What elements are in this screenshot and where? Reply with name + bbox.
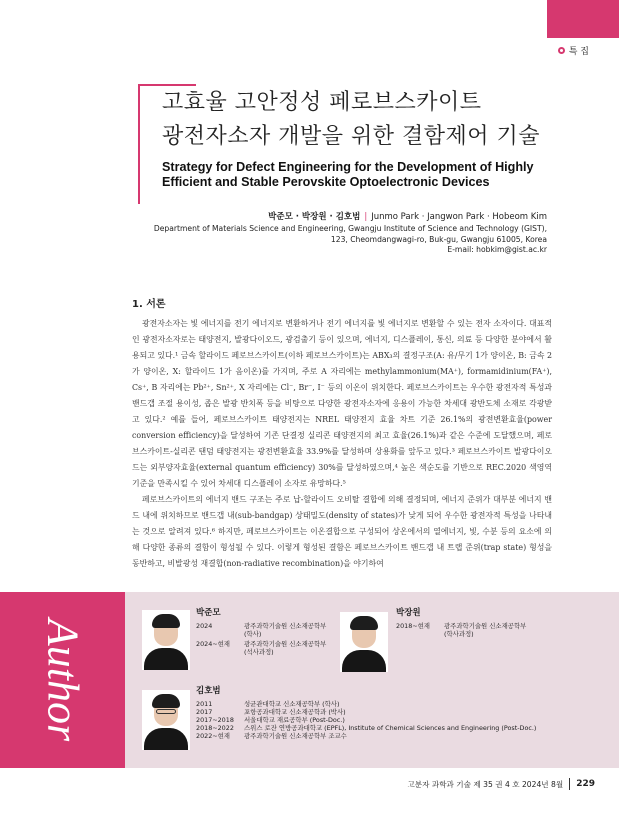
english-title-line: Strategy for Defect Engineering for the Development of Highly: [162, 160, 534, 174]
section-tag-label: 특 집: [568, 47, 589, 57]
footer-divider: [569, 778, 570, 790]
author-byline: [268, 210, 547, 222]
entry-year: 2018~현재: [396, 622, 430, 630]
bullet-ring-icon: [558, 47, 565, 54]
entry-desc: 성균관대학교 신소재공학부 (학사): [244, 700, 340, 708]
paragraph: 페로브스카이트의 에너지 밴드 구조는 주로 납-할라이드 오비탈 결합에 의해 결정되며, 에너지 준위가 대부분 에너지 밴드 내에 위치하므로 밴드갭 내(sub-bandgap) 상태밀도(density of states)가 낮게 되어 우수한 광전자적 특성을 나타내는 것으로 알려져 있다.⁶ 하지만, 페로브스카이트는 이온결합으로 구성되어 상온에서의 열에너지, 빛, 수분 등의 요소에 의해 다양한 종류의 결함이 형성될 수 있다. 이렇게 형성된 결함은 페로브스카이트 밴드갭 내 트랩 준위(trap state) 형성을 동반하고, 비발광성 재결합(non-radiative recombination)을 야기하여: [132, 495, 552, 568]
journal-info: 고분자 과학과 기술 제 35 권 4 호 2024년 8월: [407, 779, 564, 789]
entry-desc: (학사): [244, 630, 262, 638]
page-footer: [407, 778, 595, 790]
author-entry: [196, 640, 326, 656]
entry-desc: 스위스 로잔 연방공과대학교 (EPFL), Institute of Chemical Sciences and Engineering (Post-Doc.): [244, 724, 537, 732]
author-label: Author: [38, 618, 88, 742]
affiliation-line: 123, Cheomdangwagi-ro, Buk-gu, Gwangju 61005, Korea: [330, 234, 547, 244]
entry-desc: 광주과학기술원 신소재공학부: [244, 622, 327, 630]
affiliation-email: E-mail: hobkim@gist.ac.kr: [447, 245, 547, 254]
section-heading: 1. 서론: [132, 299, 166, 310]
author-entry: [196, 724, 536, 732]
author-entry: [196, 732, 347, 740]
english-title: [162, 160, 582, 190]
entry-year: 2024~현재: [196, 640, 230, 648]
authors-korean: 박준모 · 박장원 · 김호범: [268, 212, 361, 222]
author-name: 김호범: [196, 686, 221, 696]
entry-desc: 광주과학기술원 신소재공학부 조교수: [244, 732, 347, 740]
affiliation: [107, 224, 547, 256]
section-tag: [558, 44, 589, 57]
english-title-line: Efficient and Stable Perovskite Optoelectronic Devices: [162, 175, 490, 189]
entry-year: 2018~2022: [196, 724, 234, 732]
author-entry: [396, 622, 526, 638]
corner-accent-block: [547, 0, 619, 38]
entry-desc: 광주과학기술원 신소재공학부: [244, 640, 327, 648]
korean-title: [162, 86, 582, 154]
author-entry: [196, 622, 326, 638]
author-name: 박준모: [196, 608, 221, 618]
author-section: [0, 592, 619, 768]
entry-desc: (학사과정): [444, 630, 474, 638]
author-label-panel: [0, 592, 125, 768]
author-entry: [196, 708, 346, 716]
entry-year: 2024: [196, 622, 213, 630]
affiliation-line: Department of Materials Science and Engineering, Gwangju Institute of Science and Technology (GIST),: [153, 224, 547, 233]
author-photo-park-junmo: [142, 610, 190, 670]
entry-year: 2017: [196, 708, 213, 716]
entry-year: 2011: [196, 700, 213, 708]
author-entry: [196, 700, 339, 708]
entry-desc: 광주과학기술원 신소재공학부: [444, 622, 527, 630]
entry-desc: 포항공과대학교 신소재공학과 (박사): [244, 708, 346, 716]
page-number: 229: [576, 779, 595, 789]
author-name: 박장원: [396, 608, 421, 618]
korean-title-line: 광전자소자 개발을 위한 결함제어 기술: [162, 124, 541, 149]
entry-year: 2022~현재: [196, 732, 230, 740]
entry-desc: 서울대학교 재료공학부 (Post-Doc.): [244, 716, 345, 724]
body-text: [132, 316, 552, 572]
korean-title-line: 고효율 고안정성 페로브스카이트: [162, 90, 482, 115]
entry-year: 2017~2018: [196, 716, 234, 724]
authors-english: Junmo Park · Jangwon Park · Hobeom Kim: [371, 212, 547, 222]
author-entry: [196, 716, 345, 724]
author-photo-kim-hobeom: [142, 690, 190, 750]
author-photo-park-jangwon: [340, 612, 388, 672]
title-accent-rule-vertical: [138, 84, 140, 204]
entry-desc: (석사과정): [244, 648, 274, 656]
byline-separator: |: [364, 212, 368, 222]
paragraph: 광전자소자는 빛 에너지를 전기 에너지로 변환하거나 전기 에너지를 빛 에너지로 변환할 수 있는 전자 소자이다. 대표적인 광전자소자로는 태양전지, 발광다이오드, 광검출기 등이 있으며, 에너지, 디스플레이, 통신, 의료 등 다양한 분야에서 활용되고 있다.¹ 금속 할라이드 페로브스카이트(이하 페로브스카이트)는 ABX₃의 결정구조(A: 유/무기 1가 양이온, B: 금속 2가 양이온, X: 할라이드 1가 음이온)를 가지며, 주로 A 자리에는 methylammonium(MA⁺), formamidinium(FA⁺), Cs⁺, B 자리에는 Pb²⁺, Sn²⁺, X 자리에는 Cl⁻, Br⁻, I⁻ 등의 이온이 위치한다. 페로브스카이트는 우수한 광전자적 특성과 밴드갭 조절 용이성, 좁은 발광 반치폭 등을 비탕으로 다양한 광전자소자에 응용이 가능한 차세대 광반도체 소재로 각광받고 있다.² 예를 들어, 페로브스카이트 태양전지는 NREL 태양전지 효율 차트 기준 26.1%의 광전변환효율(power conversion efficiency)을 달성하여 기존 단결정 실리콘 태양전지의 최고 효율(26.1%)과 같은 수준에 도달했으며, 페로브스카이트-실리콘 탠덤 태양전지는 광전변환효율 33.9%를 달성하며 상용화를 앞두고 있다.³ 페로브스카이트 발광다이오드는 외부양자효율(external quantum efficiency) 30%를 달성하였으며,⁴ 높은 색순도를 기반으로 REC.2020 색영역 기준을 만족시킬 수 있어 차세대 디스플레이 소자로 유망하다.⁵: [132, 319, 552, 488]
